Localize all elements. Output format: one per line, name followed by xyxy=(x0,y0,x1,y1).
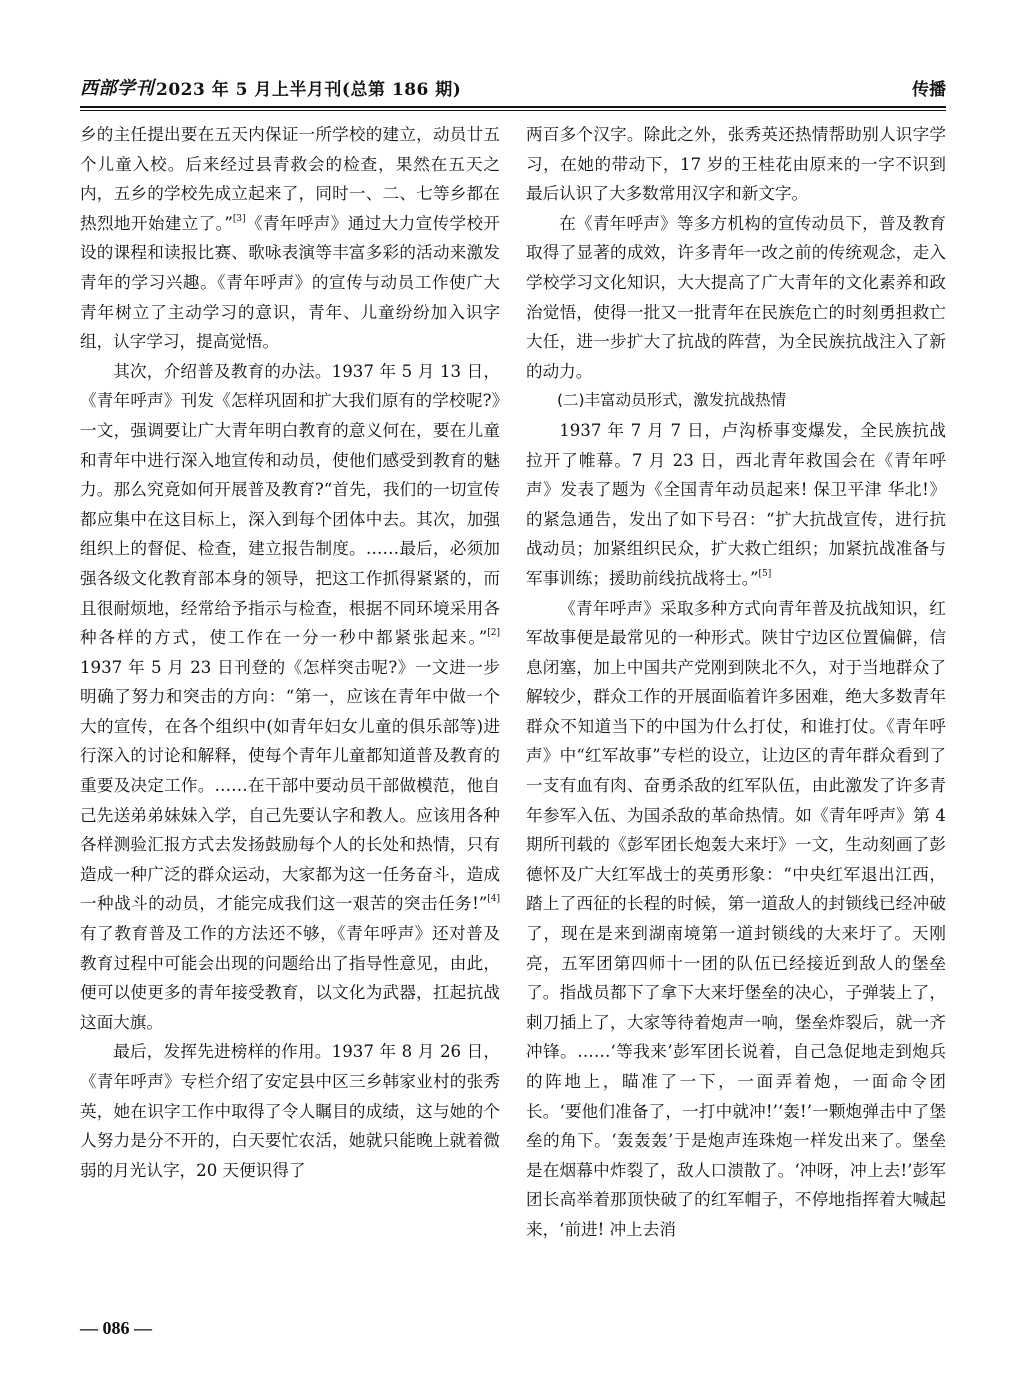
paragraph-text: 1937 年 5 月 23 日刊登的《怎样突击呢?》一文进一步明确了努力和突击的方向：“第一，应该在青年中做一个大的宣传，在各个组织中(如青年妇女儿童的俱乐部等)进行深入的讨论和解释，使每个青年儿童都知道普及教育的重要及决定工作。……在干部中要动员干部做模范，他自己先送弟弟妹妹入学，自己先要认字和教人。应该用各种各样测验汇报方式去发扬鼓励每个人的长处和热情，只有造成一种广泛的群众运动，大家都为这一任务奋斗，造成一种战斗的动员，才能完成我们这一艰苦的突击任务!” xyxy=(80,657,500,914)
paragraph xyxy=(526,594,946,1245)
paragraph xyxy=(526,120,946,209)
running-header xyxy=(80,70,946,100)
section-label: 传播 xyxy=(912,80,946,100)
header-rule-thick xyxy=(80,106,946,108)
header-rule-thin xyxy=(80,110,946,111)
paragraph-text: 在《青年呼声》等多方机构的宣传动员下，普及教育取得了显著的成效，许多青年一改之前的传统观念，走入学校学习文化知识，大大提高了广大青年的文化素养和政治觉悟，使得一批又一批青年在民族危亡的时刻勇担救亡大任，进一步扩大了抗战的阵营，为全民族抗战注入了新的动力。 xyxy=(526,213,946,381)
paragraph xyxy=(526,209,946,387)
citation-ref[interactable]: [5] xyxy=(758,568,772,579)
paragraph-text: 乡的主任提出要在五天内保证一所学校的建立，动员廿五个儿童入校。后来经过县青救会的检查，果然在五天之内，五乡的学校先成立起来了，同时一、二、七等乡都在热烈地开始建立了。” xyxy=(80,125,500,233)
paragraph xyxy=(80,120,500,357)
journal-info xyxy=(80,74,461,100)
paragraph-text: 两百多个汉字。除此之外，张秀英还热情帮助别人识字学习，在她的带动下，17 岁的王桂花由原来的一字不识到最后认识了大多数常用汉字和新文字。 xyxy=(526,125,946,204)
issue-label: 2023 年 5 月上半月刊(总第 186 期) xyxy=(156,80,462,100)
citation-ref[interactable]: [3] xyxy=(232,213,246,224)
paragraph-text: 最后，发挥先进榜样的作用。1937 年 8 月 26 日，《青年呼声》专栏介绍了安定县中区三乡韩家业村的张秀英，她在识字工作中取得了令人瞩目的成绩，这与她的个人努力是分不开的，白天要忙农活，她就只能晚上就着微弱的月光认字，20 天便识得了 xyxy=(80,1042,500,1180)
paragraph xyxy=(80,1037,500,1185)
right-column xyxy=(526,120,946,1245)
paragraph-text: 其次，介绍普及教育的办法。1937 年 5 月 13 日，《青年呼声》刊发《怎样巩固和扩大我们原有的学校呢?》一文，强调要让广大青年明白教育的意义何在，要在儿童和青年中进行深入地宣传和动员，使他们感受到教育的魅力。那么究竟如何开展普及教育?“首先，我们的一切宣传都应集中在这目标上，深入到每个团体中去。其次，加强组织上的督促、检查，建立报告制度。……最后，必须加强各级文化教育部本身的领导，把这工作抓得紧紧的，而且很耐烦地，经常给予指示与检查，根据不同环境采用各种各样的方式，使工作在一分一秒中都紧张起来。” xyxy=(80,361,500,648)
paragraph-text: 1937 年 7 月 7 日，卢沟桥事变爆发，全民族抗战拉开了帷幕。7 月 23 日，西北青年救国会在《青年呼声》发表了题为《全国青年动员起来! 保卫平津 华北!》的紧急通告，发出了如下号召：“扩大抗战宣传，进行抗战动员；加紧组织民众，扩大救亡组织；加紧抗战准备与军事训练；援助前线抗战将士。” xyxy=(526,420,946,588)
paragraph xyxy=(526,416,946,594)
left-column xyxy=(80,120,500,1185)
paragraph-text: 有了教育普及工作的方法还不够，《青年呼声》还对普及教育过程中可能会出现的问题给出了指导性意见，由此，便可以使更多的青年接受教育，以文化为武器，扛起抗战这面大旗。 xyxy=(80,924,500,1032)
paragraph-text: 《青年呼声》采取多种方式向青年普及抗战知识，红军故事便是最常见的一种形式。陕甘宁边区位置偏僻，信息闭塞，加上中国共产党刚到陕北不久，对于当地群众了解较少，群众工作的开展面临着许多困难，绝大多数青年群众不知道当下的中国为什么打仗，和谁打仗。《青年呼声》中“红军故事”专栏的设立，让边区的青年群众看到了一支有血有肉、奋勇杀敌的红军队伍，由此激发了许多青年参军入伍、为国杀敌的革命热情。如《青年呼声》第 4 期所刊载的《彭军团长炮轰大来圩》一文，生动刻画了彭德怀及广大红军战士的英勇形象：“中央红军退出江西，踏上了西征的长程的时候，第一道敌人的封锁线已经冲破了，现在是来到湖南境第一道封锁线的大来圩了。天刚亮，五军团第四师十一团的队伍已经接近到敌人的堡垒了。指战员都下了拿下大来圩堡垒的决心，子弹装上了，刺刀插上了，大家等待着炮声一响，堡垒炸裂后，就一齐冲锋。……‘等我来’彭军团长说着，自己急促地走到炮兵的阵地上，瞄准了一下，一面弄着炮，一面命令团长。‘要他们准备了，一打中就冲!’‘轰!’一颗炮弹击中了堡垒的角下。‘轰轰轰’于是炮声连珠炮一样发出来了。堡垒是在烟幕中炸裂了，敌人口溃散了。‘冲呀，冲上去!’彭军团长高举着那顶快破了的红军帽子，不停地指挥着大喊起来，‘前进! 冲上去消 xyxy=(526,598,946,1239)
journal-logo: 西部学刊 xyxy=(80,78,154,99)
paragraph-text: 《青年呼声》通过大力宣传学校开设的课程和读报比赛、歌咏表演等丰富多彩的活动来激发青年的学习兴趣。《青年呼声》的宣传与动员工作使广大青年树立了主动学习的意识，青年、儿童纷纷加入识字组，认字学习，提高觉悟。 xyxy=(80,213,501,352)
section-subheading: (二)丰富动员形式，激发抗战热情 xyxy=(557,391,787,410)
citation-ref[interactable]: [2] xyxy=(487,628,500,639)
citation-ref[interactable]: [4] xyxy=(487,894,500,905)
paragraph xyxy=(80,357,500,1038)
page-number: — 086 — xyxy=(80,1318,152,1338)
